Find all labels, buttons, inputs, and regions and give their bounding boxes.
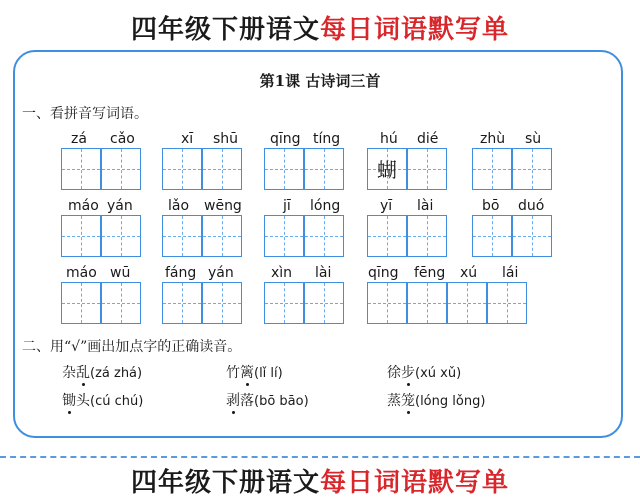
next-page-header xyxy=(0,462,640,499)
reading-question-2 xyxy=(226,362,283,382)
writing-box[interactable] xyxy=(447,282,487,324)
pinyin-r2-6: lóng xyxy=(310,198,341,214)
dotted-character: 锄 xyxy=(62,393,76,409)
filled-character: 蝴 xyxy=(377,158,397,182)
writing-box[interactable] xyxy=(407,215,447,257)
writing-box[interactable] xyxy=(512,215,552,257)
section1-title: 一、看拼音写词语。 xyxy=(22,106,148,122)
writing-box[interactable] xyxy=(202,148,242,190)
pinyin-r3-8: fēng xyxy=(414,265,446,281)
pinyin-r2-5: jī xyxy=(283,198,291,214)
pinyin-r1-7: hú xyxy=(380,131,398,147)
footer-title-text: 每日词语默写单 xyxy=(320,468,510,498)
pinyin-r1-10: sù xyxy=(525,131,542,147)
question-text: 杂 xyxy=(62,365,76,381)
writing-box[interactable] xyxy=(61,215,101,257)
reading-question-3 xyxy=(387,362,461,382)
lesson-title: 第1课 古诗词三首 xyxy=(259,72,381,90)
footer-grade-text: 四年级下册语文 xyxy=(130,468,320,498)
pinyin-r2-9: bō xyxy=(482,198,500,214)
pinyin-r1-4: shū xyxy=(213,131,239,147)
pinyin-r2-3: lǎo xyxy=(168,198,190,214)
pinyin-r2-1: máo xyxy=(68,198,99,214)
writing-box[interactable] xyxy=(512,148,552,190)
writing-box[interactable] xyxy=(162,282,202,324)
question-text: 竹 xyxy=(226,365,240,381)
writing-box[interactable] xyxy=(61,148,101,190)
question-text: 头 xyxy=(76,393,90,409)
header-title-text: 每日词语默写单 xyxy=(320,15,510,45)
writing-box[interactable] xyxy=(101,148,141,190)
pinyin-r1-9: zhù xyxy=(480,131,506,147)
writing-box[interactable] xyxy=(407,148,447,190)
header-grade-text: 四年级下册语文 xyxy=(130,15,320,45)
pinyin-r1-6: tíng xyxy=(313,131,341,147)
writing-box[interactable] xyxy=(202,215,242,257)
pinyin-r1-5: qīng xyxy=(270,131,301,147)
writing-box[interactable] xyxy=(304,215,344,257)
writing-box[interactable] xyxy=(264,148,304,190)
question-text: 徐 xyxy=(387,365,401,381)
writing-box[interactable] xyxy=(304,148,344,190)
writing-box[interactable] xyxy=(367,215,407,257)
cut-line-divider xyxy=(0,456,640,458)
writing-box[interactable] xyxy=(264,282,304,324)
reading-question-4 xyxy=(62,390,143,410)
pinyin-r3-10: lái xyxy=(502,265,519,281)
pinyin-r3-7: qīng xyxy=(368,265,399,281)
writing-box[interactable] xyxy=(472,215,512,257)
writing-box[interactable] xyxy=(202,282,242,324)
reading-question-1 xyxy=(62,362,142,382)
writing-box[interactable] xyxy=(162,148,202,190)
pinyin-options[interactable]: (zá zhá) xyxy=(90,366,143,381)
writing-box[interactable] xyxy=(162,215,202,257)
pinyin-r3-5: xìn xyxy=(271,265,293,281)
pinyin-r1-2: cǎo xyxy=(110,131,135,147)
pinyin-r3-2: wū xyxy=(110,265,131,281)
writing-box[interactable] xyxy=(487,282,527,324)
writing-box[interactable] xyxy=(61,282,101,324)
writing-box[interactable] xyxy=(304,282,344,324)
pinyin-r1-1: zá xyxy=(71,131,87,147)
pinyin-options[interactable]: (xú xǔ) xyxy=(415,366,462,381)
pinyin-options[interactable]: (cú chú) xyxy=(90,394,144,409)
question-text: 蒸 xyxy=(387,393,401,409)
dotted-character: 乱 xyxy=(76,365,90,381)
writing-box[interactable] xyxy=(407,282,447,324)
pinyin-options[interactable]: (lóng lǒng) xyxy=(415,394,486,409)
section2-title: 二、用“√”画出加点字的正确读音。 xyxy=(22,339,242,355)
dotted-character: 篱 xyxy=(240,365,254,381)
pinyin-r3-6: lài xyxy=(315,265,332,281)
pinyin-r1-3: xī xyxy=(181,131,194,147)
question-text: 落 xyxy=(240,393,254,409)
worksheet-header xyxy=(0,10,640,50)
reading-question-5 xyxy=(226,390,309,410)
reading-question-6 xyxy=(387,390,485,410)
pinyin-r2-4: wēng xyxy=(204,198,242,214)
pinyin-options[interactable]: (bō bāo) xyxy=(254,394,309,409)
pinyin-r1-8: dié xyxy=(417,131,439,147)
pinyin-r2-7: yī xyxy=(380,198,393,214)
pinyin-options[interactable]: (lǐ lí) xyxy=(254,366,283,381)
dotted-character: 剥 xyxy=(226,393,240,409)
writing-box[interactable] xyxy=(101,282,141,324)
pinyin-r3-3: fáng xyxy=(165,265,197,281)
pinyin-r3-9: xú xyxy=(460,265,478,281)
pinyin-r3-1: máo xyxy=(66,265,97,281)
pinyin-r2-10: duó xyxy=(518,198,545,214)
pinyin-r2-2: yán xyxy=(107,198,133,214)
writing-box[interactable] xyxy=(367,282,407,324)
writing-box[interactable] xyxy=(472,148,512,190)
pinyin-r3-4: yán xyxy=(208,265,234,281)
writing-box[interactable] xyxy=(101,215,141,257)
writing-box[interactable] xyxy=(264,215,304,257)
dotted-character: 笼 xyxy=(401,393,415,409)
dotted-character: 步 xyxy=(401,365,415,381)
writing-box[interactable] xyxy=(367,148,407,190)
pinyin-r2-8: lài xyxy=(417,198,434,214)
